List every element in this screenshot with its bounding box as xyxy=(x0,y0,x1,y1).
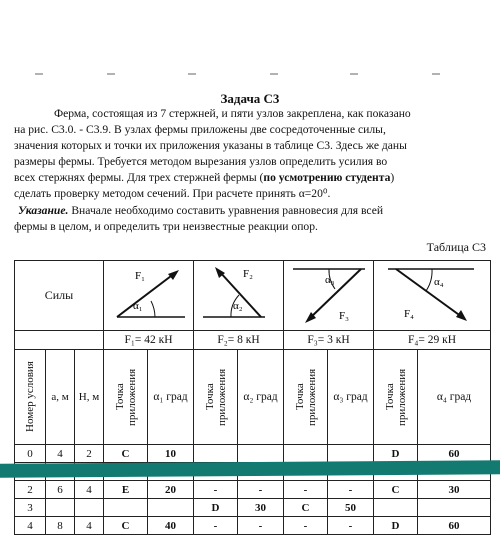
force-label: F₁ xyxy=(134,270,145,282)
table-cell: - xyxy=(284,481,328,499)
table-cell: - xyxy=(328,517,374,535)
table-cell: 4 xyxy=(15,517,46,535)
scan-artifact-dots xyxy=(0,72,500,76)
table-cell: - xyxy=(284,517,328,535)
table-cell: D xyxy=(194,499,238,517)
table-cell: 4 xyxy=(75,481,104,499)
table-cell: 8 xyxy=(46,517,75,535)
table-row xyxy=(15,481,491,499)
table-cell: C xyxy=(284,499,328,517)
table-cell: 60 xyxy=(418,445,491,463)
text-line: Ферма, состоящая из 7 стержней, и пяти узлов закреплена, как показано xyxy=(54,107,411,120)
force-diagram-4 xyxy=(374,261,491,331)
table-cell: C xyxy=(104,445,148,463)
data-table xyxy=(14,260,491,535)
table-cell: 0 xyxy=(15,445,46,463)
col-header-alpha4: α₄ град xyxy=(418,350,491,445)
col-header-alpha1: α₁ град xyxy=(148,350,194,445)
force-diagram-2 xyxy=(194,261,284,331)
col-header-alpha2: α₂ град xyxy=(238,350,284,445)
force-value: F₁= 42 кН xyxy=(104,331,194,350)
table-cell: - xyxy=(238,517,284,535)
table-cell xyxy=(284,445,328,463)
col-header-point: Точка приложения xyxy=(284,350,328,445)
text-line: значения которых и точки их приложения указаны в таблице С3. Здесь же даны xyxy=(14,139,407,152)
table-cell: 30 xyxy=(238,499,284,517)
table-cell xyxy=(194,445,238,463)
table-cell: D xyxy=(374,445,418,463)
hint-label: Указание. xyxy=(18,204,69,217)
angle-label: α₁ xyxy=(132,300,143,312)
force-value: F₃= 3 кН xyxy=(284,331,374,350)
table-cell: - xyxy=(194,517,238,535)
text-fragment: всех стержнях фермы. Для трех стержней фермы ( xyxy=(14,171,264,184)
table-cell: 2 xyxy=(75,445,104,463)
table-cell: 4 xyxy=(46,445,75,463)
text-line: размеры фермы. Требуется методом вырезания узлов определить усилия во xyxy=(14,155,388,168)
table-cell: 30 xyxy=(418,481,491,499)
text-line: сделать проверку методом сечений. При расчете принять α=20⁰. xyxy=(14,187,331,200)
table-cell: 4 xyxy=(75,517,104,535)
table-cell: D xyxy=(374,517,418,535)
text-fragment: ) xyxy=(390,171,395,184)
col-header-h: Н, м xyxy=(75,350,104,445)
table-cell xyxy=(328,445,374,463)
table-cell: 20 xyxy=(148,481,194,499)
table-cell xyxy=(238,445,284,463)
angle-label: α₃ xyxy=(324,274,335,286)
text-line xyxy=(14,170,488,186)
angle-label: α₂ xyxy=(232,300,243,312)
table-cell: 6 xyxy=(46,481,75,499)
table-row xyxy=(15,445,491,463)
table-cell: 40 xyxy=(148,517,194,535)
col-header-a: а, м xyxy=(46,350,75,445)
table-caption: Таблица С3 xyxy=(426,240,486,254)
col-header-point: Точка приложения xyxy=(194,350,238,445)
table-cell: C xyxy=(104,517,148,535)
hint-text: Вначале необходимо составить уравнения равновесия для всей xyxy=(68,204,384,217)
table-cell: 3 xyxy=(15,499,46,517)
force-label: F₃ xyxy=(338,310,349,322)
force-diagram-3 xyxy=(284,261,374,331)
force-value: F₂= 8 кН xyxy=(194,331,284,350)
text-line: фермы в целом, и определить три неизвестные реакции опор. xyxy=(14,220,318,233)
table-cell: 10 xyxy=(148,445,194,463)
problem-title: Задача С3 xyxy=(220,91,280,106)
table-cell: C xyxy=(374,481,418,499)
empty-cell xyxy=(15,331,104,350)
col-header-alpha3: α₃ град xyxy=(328,350,374,445)
text-line: на рис. С3.0. - С3.9. В узлах фермы приложены две сосредоточенные силы, xyxy=(14,123,386,136)
text-bold-fragment: по усмотрению студента xyxy=(263,171,391,184)
hint-line xyxy=(18,203,492,219)
table-cell: 50 xyxy=(328,499,374,517)
col-header-point: Точка приложения xyxy=(374,350,418,445)
force-label: F₂ xyxy=(242,268,253,280)
col-header-point: Точка приложения xyxy=(104,350,148,445)
table-cell: 2 xyxy=(15,481,46,499)
table-cell: - xyxy=(194,481,238,499)
force-value: F₄= 29 кН xyxy=(374,331,491,350)
table-cell: 60 xyxy=(418,517,491,535)
force-label: F₄ xyxy=(404,308,414,320)
table-cell: E xyxy=(104,481,148,499)
angle-label: α₄ xyxy=(434,276,444,288)
forces-label: Силы xyxy=(15,261,104,331)
table-cell: - xyxy=(238,481,284,499)
force-diagram-1 xyxy=(104,261,194,331)
col-header-condition: Номер условия xyxy=(15,350,46,445)
table-cell: - xyxy=(328,481,374,499)
